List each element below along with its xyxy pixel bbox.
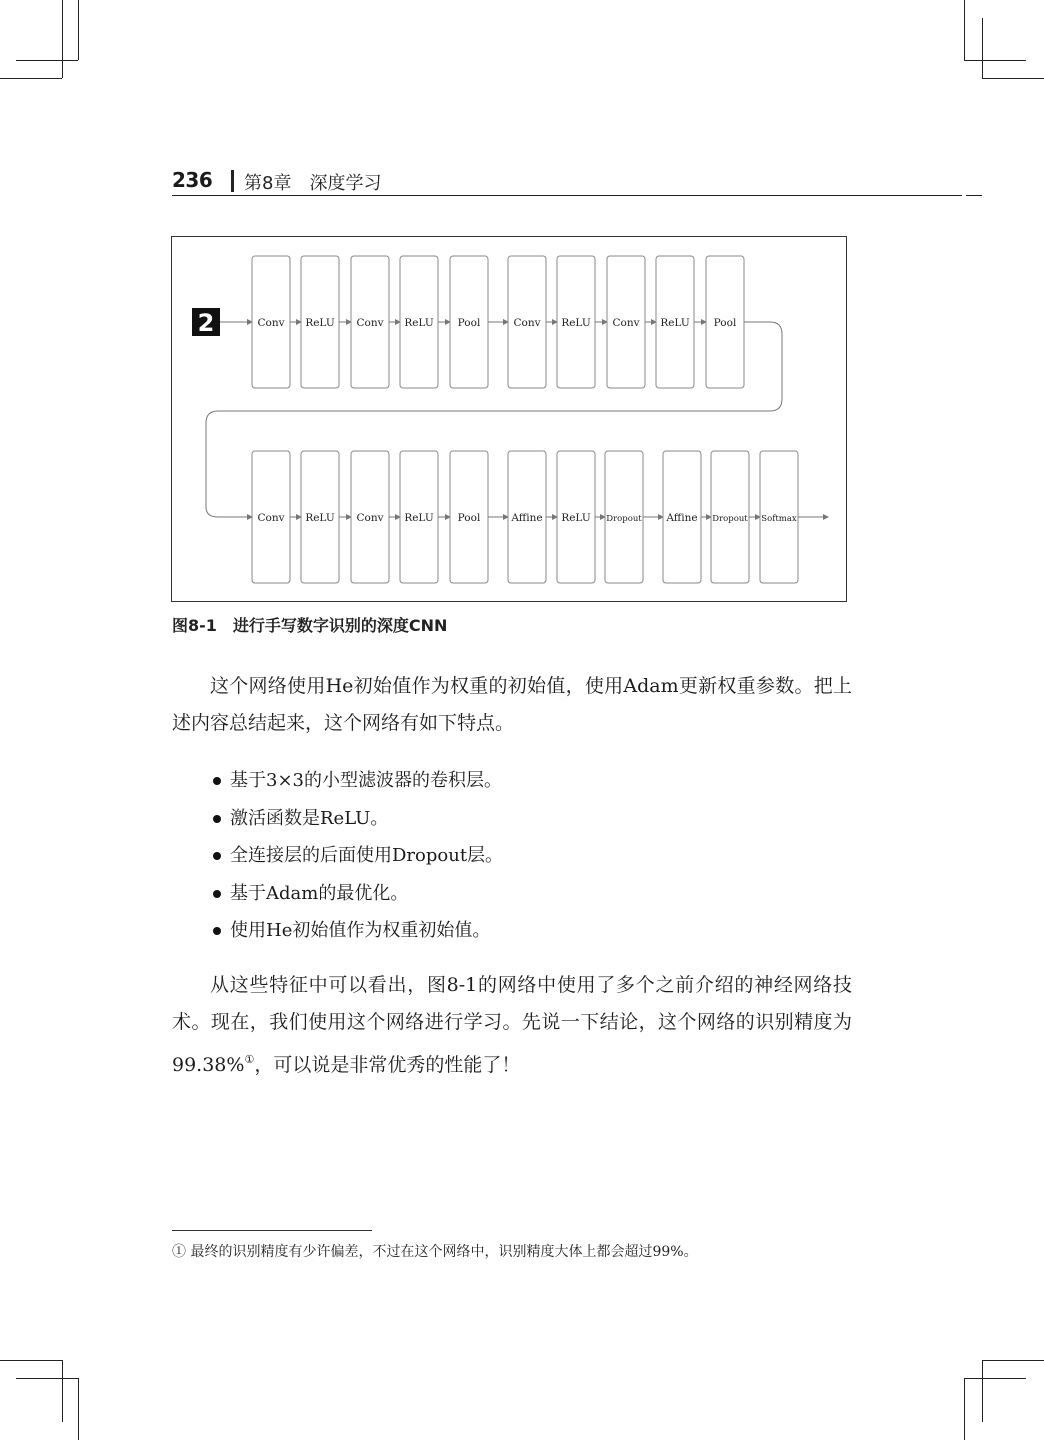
list-item: 基于Adam的最优化。 <box>210 875 850 913</box>
list-item: 全连接层的后面使用Dropout层。 <box>210 837 850 875</box>
bullet-icon <box>213 852 221 860</box>
header-rule-tail <box>966 195 982 196</box>
chapter-title: 第8章 深度学习 <box>244 173 382 194</box>
list-item: 激活函数是ReLU。 <box>210 800 850 838</box>
footnote-rule <box>172 1230 372 1231</box>
bullet-icon <box>213 890 221 898</box>
row1-label-relu: ReLU <box>305 317 335 329</box>
bullet-icon <box>213 815 221 823</box>
figure-caption: 图8-1 进行手写数字识别的深度CNN <box>172 616 448 635</box>
row1-label-conv: Conv <box>612 317 640 329</box>
paragraph-1-text: 这个网络使用He初始值作为权重的初始值，使用Adam更新权重参数。把上述内容总结起来，这个网络有如下特点。 <box>172 675 852 734</box>
row2-label-affine: Affine <box>666 512 698 524</box>
row1-label-relu: ReLU <box>660 317 690 329</box>
bullet-icon <box>213 777 221 785</box>
chapter-divider <box>231 170 234 192</box>
row2-label-relu: ReLU <box>561 512 591 524</box>
row2-label-affine: Affine <box>511 512 543 524</box>
row1-label-conv: Conv <box>513 317 541 329</box>
paragraph-1 <box>172 668 852 742</box>
row2-label-relu: ReLU <box>305 512 335 524</box>
row1-label-conv: Conv <box>257 317 285 329</box>
list-item: 使用He初始值作为权重初始值。 <box>210 912 850 950</box>
paragraph-2-text: 从这些特征中可以看出，图8-1的网络中使用了多个之前介绍的神经网络技术。现在，我们使用这个网络进行学习。先说一下结论，这个网络的识别精度为99.38%①，可以说是非常优秀的性能了！ <box>172 974 852 1076</box>
cnn-figure <box>171 236 847 602</box>
row1-label-pool: Pool <box>713 317 737 329</box>
row2-label-dropout: Dropout <box>606 514 642 524</box>
row2-label-softmax: Softmax <box>761 514 797 524</box>
row1-label-relu: ReLU <box>404 317 434 329</box>
row2-label-conv: Conv <box>257 512 285 524</box>
list-item: 基于3×3的小型滤波器的卷积层。 <box>210 762 850 800</box>
row2-label-conv: Conv <box>356 512 384 524</box>
paragraph-2 <box>172 967 852 1084</box>
row1-label-conv: Conv <box>356 317 384 329</box>
header-rule <box>172 195 962 196</box>
row2-label-pool: Pool <box>457 512 481 524</box>
row2-label-dropout: Dropout <box>712 514 748 524</box>
footnote: ① 最终的识别精度有少许偏差，不过在这个网络中，识别精度大体上都会超过99%。 <box>172 1244 698 1260</box>
footnote-marker: ① <box>244 1053 255 1066</box>
row1-label-relu: ReLU <box>561 317 591 329</box>
row2-label-relu: ReLU <box>404 512 434 524</box>
cnn-diagram <box>172 237 848 603</box>
page-number: 236 <box>172 168 213 192</box>
row1-label-pool: Pool <box>457 317 481 329</box>
input-digit-label: 2 <box>197 309 215 337</box>
bullet-icon <box>213 927 221 935</box>
feature-list <box>210 762 850 950</box>
